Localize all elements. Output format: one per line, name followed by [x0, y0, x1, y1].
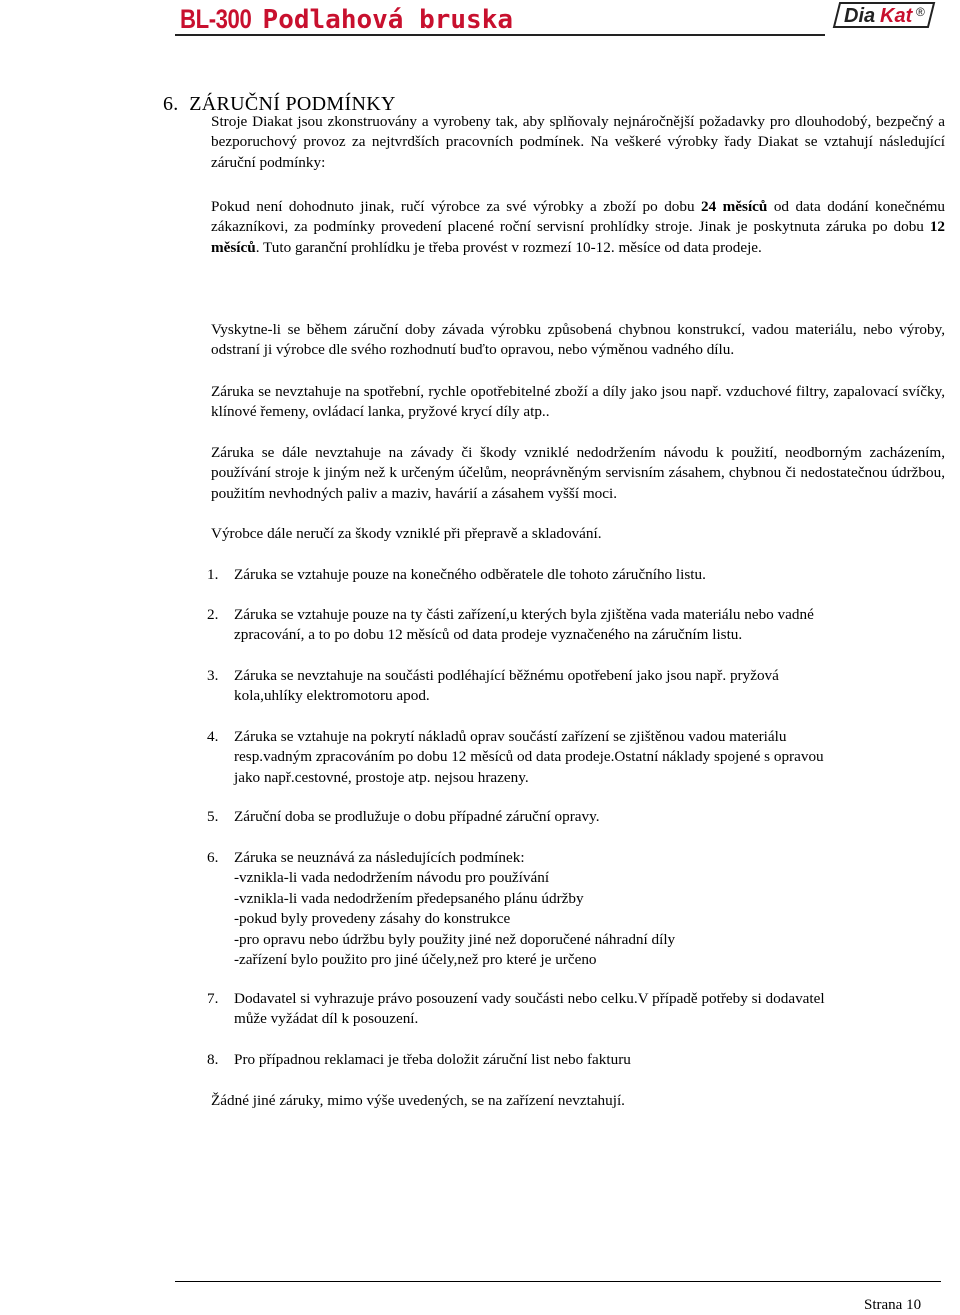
document-title: [180, 2, 513, 37]
page-number: Strana 10: [864, 1297, 922, 1313]
list-item-number: 1.: [207, 566, 219, 583]
diakat-logo: [830, 0, 938, 30]
condition-line: -vznikla-li vada nedodržením návodu pro používání: [234, 869, 550, 887]
warranty-12-months: 12 měsíců: [211, 218, 945, 256]
list-item-text: Dodavatel si vyhrazuje právo posouzení vady součásti nebo celku.V případě potřeby si dodavatel může vyžádat díl k posouzení.: [234, 990, 825, 1028]
consumables-paragraph: Záruka se nevztahuje na spotřební, rychle opotřebitelné zboží a díly jako jsou např. vzduchové filtry, zapalovací svíčky, klínové řemeny, ovládací lanka, pryžové krycí díly atp..: [211, 383, 945, 421]
logo-registered-mark: ®: [916, 5, 925, 19]
exclusions-paragraph: Záruka se dále nevztahuje na závady či škody vzniklé nedodržením návodu k použití, neodborným zacházením, používání stroje k jiným než k určeným účelům, neoprávněným servisním zásahem, chybnou či nedostatečnou údržbou, použitím nevhodných paliv a maziv, havárií a zásahem vyšší moci.: [211, 444, 945, 502]
list-item-number: 5.: [207, 808, 219, 825]
list-item-text: Záruční doba se prodlužuje o dobu případné záruční opravy.: [234, 808, 600, 825]
logo-text-kat: Kat: [880, 5, 913, 27]
list-item-text: Pro případnou reklamaci je třeba doložit záruční list nebo fakturu: [234, 1051, 631, 1068]
list-item-text: Záruka se vztahuje na pokrytí nákladů oprav součástí zařízení se zjištěnou vadou materiálu resp.vadným zpracováním po dobu 12 měsíců od data prodeje.Ostatní náklady spojené s opravou jako např.cestovné, prostoje atp. nejsou hrazeny.: [234, 728, 824, 786]
list-item-number: 2.: [207, 606, 219, 623]
product-name: Podlahová bruska: [262, 5, 513, 35]
condition-line: -pro opravu nebo údržbu byly použity jiné než doporučené náhradní díly: [234, 930, 676, 948]
condition-line: -vznikla-li vada nedodržením předepsaného plánu údržby: [234, 889, 584, 907]
footer-rule: [175, 1281, 941, 1282]
list-item-text: Záruka se neuznává za následujících podmínek:: [234, 849, 525, 866]
section-number: 6.: [163, 93, 179, 115]
defect-paragraph: Vyskytne-li se během záruční doby závada výrobku způsobená chybnou konstrukcí, vadou materiálu, nebo výroby, odstraní ji výrobce dle svého rozhodnutí buďto opravou, nebo výměnou vadného dílu.: [211, 321, 945, 359]
transport-paragraph: Výrobce dále neručí za škody vzniklé při přepravě a skladování.: [211, 525, 602, 542]
list-item-number: 7.: [207, 990, 219, 1007]
model-name: BL-300: [180, 4, 252, 34]
page-header: [0, 0, 960, 42]
list-item-text: Záruka se nevztahuje na součásti podléhající běžnému opotřebení jako jsou např. pryžová kola,uhlíky elektromotoru apod.: [234, 667, 779, 705]
intro-paragraph: Stroje Diakat jsou zkonstruovány a vyrobeny tak, aby splňovaly nejnáročnější požadavky pro dlouhodobý, bezpečný a bezporuchový provoz za nejtvrdších pracovních podmínek. Na veškeré výrobky řady Diakat se vztahují následující záruční podmínky:: [211, 113, 945, 171]
list-item-number: 3.: [207, 667, 219, 684]
logo-text-dia: Dia: [844, 5, 876, 27]
closing-statement: Žádné jiné záruky, mimo výše uvedených, se na zařízení nevztahují.: [211, 1092, 625, 1109]
warranty-24-months: 24 měsíců: [701, 198, 768, 215]
condition-line: -pokud byly provedeny zásahy do konstrukce: [234, 910, 511, 928]
list-item-text: Záruka se vztahuje pouze na ty části zařízení,u kterých byla zjištěna vada materiálu nebo vadné zpracování, a to po dobu 12 měsíců od data prodeje vyznačeného na záručním listu.: [234, 606, 814, 644]
condition-sublist: [234, 868, 944, 970]
section-title: ZÁRUČNÍ PODMÍNKY: [189, 93, 396, 115]
warranty-period-paragraph: Pokud není dohodnuto jinak, ručí výrobce za své výrobky a zboží po dobu 24 měsíců od data dodání konečnému zákazníkovi, za podmínky provedení placené roční servisní prohlídky stroje. Jinak je poskytnuta záruka po dobu 12 měsíců. Tuto garanční prohlídku je třeba provést v rozmezí 10-12. měsíce od data prodeje.: [211, 198, 945, 256]
list-item-text: Záruka se vztahuje pouze na konečného odběratele dle tohoto záručního listu.: [234, 566, 706, 583]
list-item-number: 4.: [207, 728, 219, 745]
header-rule: [175, 34, 825, 36]
list-item-number: 8.: [207, 1051, 219, 1068]
list-item-number: 6.: [207, 849, 219, 866]
condition-line: -zařízení bylo použito pro jiné účely,než pro které je určeno: [234, 951, 597, 969]
